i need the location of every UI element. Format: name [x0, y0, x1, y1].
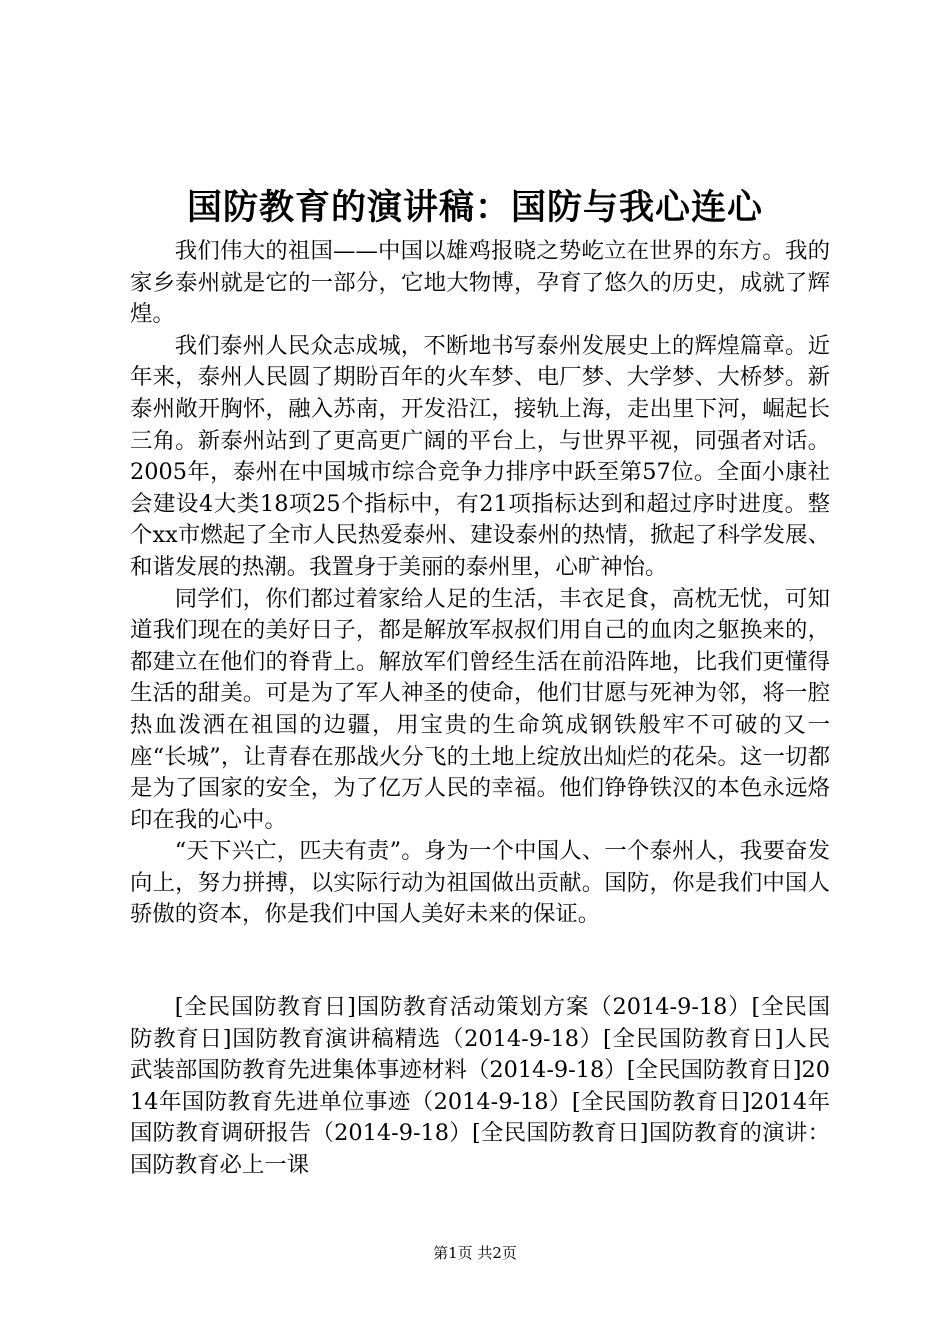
related-link[interactable]: [全民国防教育日]2014年国防教育调研报告（2014-9-18）: [130, 1088, 830, 1147]
related-link[interactable]: [全民国防教育日]人民武装部国防教育先进集体事迹材料（2014-9-18）: [130, 1025, 830, 1084]
paragraph: 同学们，你们都过着家给人足的生活，丰衣足食，高枕无忧，可知道我们现在的美好日子，都是解放军叔叔们用自己的血肉之躯换来的，都建立在他们的脊背上。解放军们曾经生活在前沿阵地，比我们更懂得生活的甜美。可是为了军人神圣的使命，他们甘愿与死神为邻，将一腔热血泼洒在祖国的边疆，用宝贵的生命筑成钢铁般牢不可破的又一座“长城”，让青春在那战火分飞的土地上绽放出灿烂的花朵。这一切都是为了国家的安全，为了亿万人民的幸福。他们铮铮铁汉的本色永远烙印在我的心中。: [130, 585, 830, 833]
paragraph: 我们伟大的祖国——中国以雄鸡报晓之势屹立在世界的东方。我的家乡泰州就是它的一部分，它地大物博，孕育了悠久的历史，成就了辉煌。: [130, 238, 830, 328]
paragraph: 我们泰州人民众志成城，不断地书写泰州发展史上的辉煌篇章。近年来，泰州人民圆了期盼百年的火车梦、电厂梦、大学梦、大桥梦。新泰州敞开胸怀，融入苏南，开发沿江，接轨上海，走出里下河，崛起长三角。新泰州站到了更高更广阔的平台上，与世界平视，同强者对话。2005年，泰州在中国城市综合竞争力排序中跃至第57位。全面小康社会建设4大类18项25个指标中，有21项指标达到和超过序时进度。整个xx市燃起了全市人民热爱泰州、建设泰州的热情，掀起了科学发展、和谐发展的热潮。我置身于美丽的泰州里，心旷神怡。: [130, 332, 830, 580]
paragraph: “天下兴亡，匹夫有责”。身为一个中国人、一个泰州人，我要奋发向上，努力拼搏，以实际行动为祖国做出贡献。国防，你是我们中国人骄傲的资本，你是我们中国人美好未来的保证。: [130, 838, 830, 928]
page-indicator: 第1页 共2页: [433, 1244, 517, 1262]
speech-body: [130, 236, 830, 931]
related-link[interactable]: [全民国防教育日]国防教育的演讲：国防教育必上一课: [130, 1120, 830, 1178]
page-title: 国防教育的演讲稿：国防与我心连心: [186, 188, 763, 228]
related-link[interactable]: [全民国防教育日]国防教育活动策划方案（2014-9-18）: [174, 994, 752, 1020]
related-link[interactable]: [全民国防教育日]国防教育演讲稿精选（2014-9-18）: [130, 994, 830, 1052]
related-link[interactable]: [全民国防教育日]2014年国防教育先进单位事迹（2014-9-18）: [130, 1057, 830, 1115]
related-links: [130, 992, 830, 1182]
